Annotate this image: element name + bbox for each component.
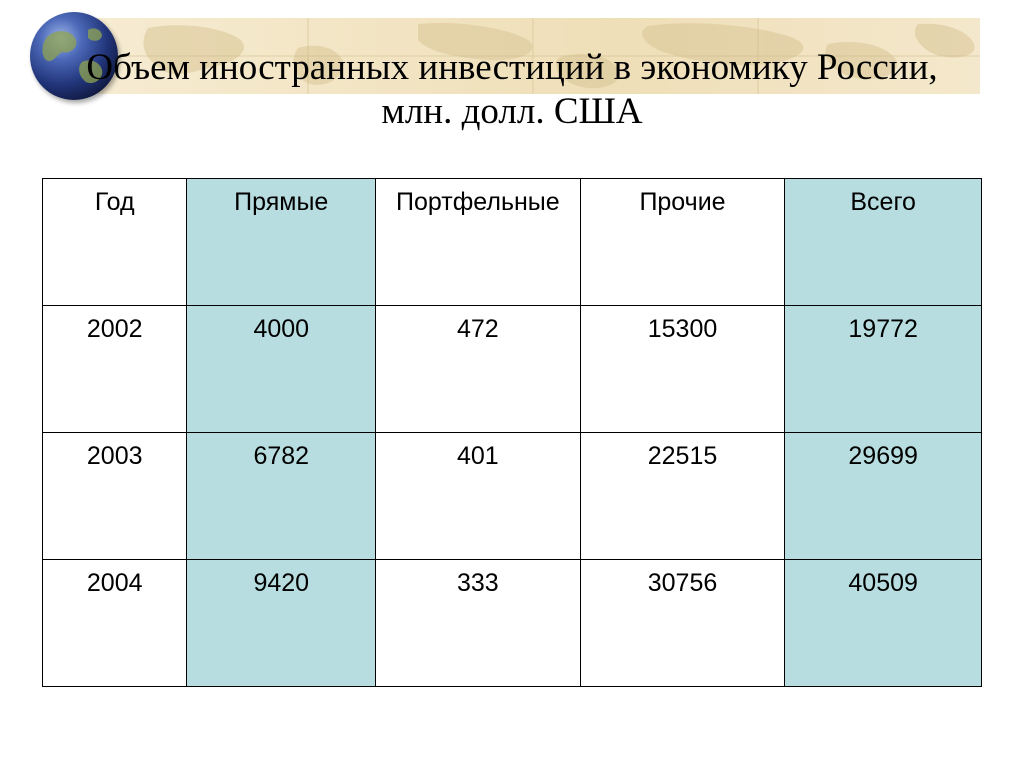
cell-portfolio: 333	[376, 560, 581, 687]
table-row	[43, 306, 982, 433]
header-other: Прочие	[580, 179, 785, 306]
cell-year: 2002	[43, 306, 187, 433]
header-year: Год	[43, 179, 187, 306]
investment-table	[42, 178, 982, 687]
slide-title	[0, 46, 1024, 134]
cell-total: 29699	[785, 433, 982, 560]
cell-year: 2003	[43, 433, 187, 560]
cell-other: 22515	[580, 433, 785, 560]
header-direct: Прямые	[187, 179, 376, 306]
cell-direct: 9420	[187, 560, 376, 687]
table-header-row	[43, 179, 982, 306]
header-portfolio: Портфельные	[376, 179, 581, 306]
title-line-1: Объем иностранных инвестиций в экономику России,	[86, 47, 938, 88]
table-row	[43, 433, 982, 560]
cell-direct: 4000	[187, 306, 376, 433]
cell-other: 30756	[580, 560, 785, 687]
title-line-2: млн. долл. США	[381, 91, 643, 132]
cell-year: 2004	[43, 560, 187, 687]
header-total: Всего	[785, 179, 982, 306]
cell-total: 40509	[785, 560, 982, 687]
table-row	[43, 560, 982, 687]
cell-portfolio: 401	[376, 433, 581, 560]
cell-portfolio: 472	[376, 306, 581, 433]
cell-direct: 6782	[187, 433, 376, 560]
cell-other: 15300	[580, 306, 785, 433]
cell-total: 19772	[785, 306, 982, 433]
